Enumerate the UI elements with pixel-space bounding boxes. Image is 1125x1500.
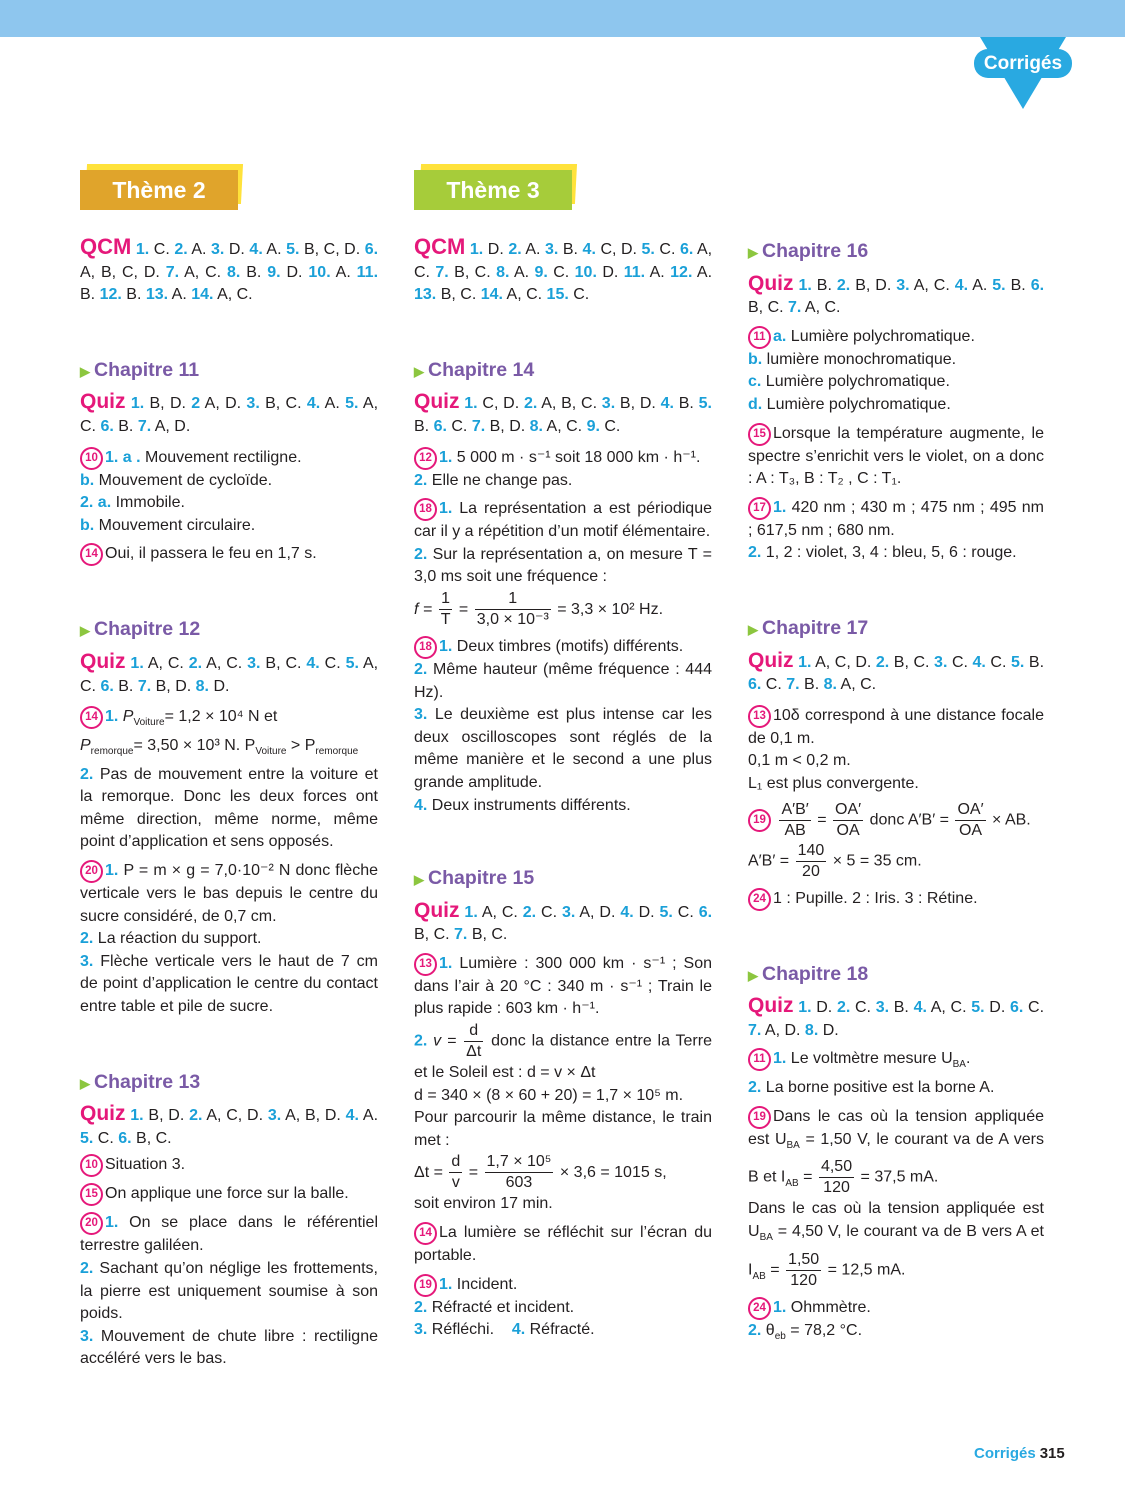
qcm-theme-3: QCM 1. D. 2. A. 3. B. 4. C, D. 5. C. 6. A, C. 7. B, C. 8. A. 9. C. 10. D. 11. A. 12. A. 13. B, C. 14. A, C. 15. C. — [414, 234, 713, 304]
page-number: 315 — [1039, 1445, 1065, 1462]
quiz-chapter-16: Quiz 1. B. 2. B, D. 3. A, C. 4. A. 5. B. 6. B, C. 7. A, C. — [748, 271, 1045, 317]
exercise-24b: 24 1. Ohmmètre. 2. $\theta_{eb} = 78,2$ °C. — [748, 1298, 871, 1342]
travel-time-formula: Δt = $\frac{d}{v}$ = $\frac{\text{1,7 × 10⁵}}{603}$ × 3,6 = 1015 s, — [414, 1153, 667, 1192]
exercise-10: 10 1. a . Mouvement rectiligne. b. Mouvement de cycloïde. 2. a. Immobile. b. Mouvement circulaire. — [80, 448, 302, 534]
exercise-10b: 10 Situation 3. — [80, 1154, 378, 1177]
exercise-15: 15 On applique une force sur la balle. — [80, 1183, 378, 1206]
chapter-11-heading: ▶ Chapitre 11 — [80, 358, 200, 381]
chapter-13-heading: ▶ Chapitre 13 — [80, 1070, 201, 1093]
exercise-14b: 14 1. $P_{Voiture}= 1,2 \times 10^4$ N et $P_{remorque}= 3,50 \times 10^3$ N. $P_{Voiture} > P_{remorque}$ 2. Pas de mouvement entre la voiture et la remorque. Donc les deux forces ont même direction, même norme, même point d’application et sens opposés. — [80, 708, 379, 851]
theme-2-label: Thème 2 — [112, 177, 206, 203]
exercise-14c: 14 La lumière se réfléchit sur l’écran du portable. — [414, 1224, 712, 1265]
page-footer — [974, 1445, 1065, 1462]
quiz-chapter-13: Quiz 1. B, D. 2. A, C, D. 3. A, B, D. 4. A. 5. C. 6. B, C. — [80, 1102, 379, 1147]
quiz-chapter-14: Quiz 1. C, D. 2. A, B, C. 3. B, D. 4. B. 5. B. 6. C. 7. B, D. 8. A, C. 9. C. — [414, 390, 712, 435]
chapter-17-heading: ▶ Chapitre 17 — [748, 616, 869, 639]
quiz-chapter-15: Quiz 1. A, C. 2. C. 3. A, D. 4. D. 5. C. 6. B, C. 7. B, C. — [414, 898, 713, 944]
quiz-chapter-11: Quiz 1. B, D. 2 A, D. 3. B, C. 4. A. 5. A, C. 6. B. 7. A, D. — [80, 390, 379, 435]
exercise-19c: 19 Dans le cas où la tension appliquée est $U_{BA} = 1,50$ V, le courant va de A vers B et $I_{AB}$ = $\frac{4,50}{120}$ = 37,5 mA. Dans le cas où la tension appliquée est $U_{BA} = 4,50$ V, le courant va de B vers A et $I_{AB}$ = $\frac{1,50}{120}$ = 12,5 mA. — [748, 1107, 1044, 1289]
chapter-14-heading: ▶ Chapitre 14 — [414, 358, 535, 381]
exercise-11: 11 a. Lumière polychromatique. b. lumière monochromatique. c. Lumière polychromatique. d. Lumière polychromatique. — [748, 327, 975, 413]
column-1 — [80, 236, 378, 1371]
chapter-15-heading: ▶ Chapitre 15 — [414, 867, 535, 890]
exercise-number-badge: 10 — [80, 447, 103, 470]
top-band — [0, 0, 1125, 37]
exercise-18b: 18 1. Deux timbres (motifs) différents. 2. Même hauteur (même fréquence : 444 Hz). 3. Le deuxième est plus intense car les deux oscilloscopes sont réglés de la même manière et le second a une plus grande amplitude. 4. Deux instruments différents. — [414, 637, 713, 814]
exercise-14: 14 Oui, il passera le feu en 1,7 s. — [80, 543, 378, 566]
exercise-19b: 19 $\frac{A'B'}{AB}$ = $\frac{OA'}{OA}$ donc A′B′ = $\frac{OA'}{OA}$ × AB. A′B′ = $\frac{140}{20}$ × 5 = 35 cm. — [748, 800, 1031, 880]
exercise-13: 13 1. Lumière : 300 000 km · s⁻¹ ; Son dans l’air à 20 °C : 340 m · s⁻¹ ; Train le plus rapide : 603 km · h⁻¹. 2. v = $\frac{d}{\Delta t}$ donc la distance entre la Terre et le Soleil est : d = v × Δt d = 340 × (8 × 60 + 20) = 1,7 × 10⁵ m. Pour parcourir la même distance, le train met : Δt = $\frac{d}{v}$ = $\frac{\text{1,7 × 10⁵}}{603}$ × 3,6 = 1015 s, soit environ 17 min. — [414, 954, 712, 1213]
exercise-17: 17 1. 420 nm ; 430 m ; 475 nm ; 495 nm ; 617,5 nm ; 680 nm. 2. 1, 2 : violet, 3, 4 : bleu, 5, 6 : rouge. — [748, 498, 1044, 562]
frequency-formula: f = $\frac{1}{T}$ = $\frac{1}{\text{3,0 × 10⁻³}}$ = 3,3 × 10² Hz. — [414, 589, 664, 628]
theme-3-label: Thème 3 — [446, 177, 540, 203]
quiz-chapter-12: Quiz 1. A, C. 2. A, C. 3. B, C. 4. C. 5. A, C. 6. B. 7. B, D. 8. D. — [80, 649, 379, 695]
exercise-19: 19 1. Incident. 2. Réfracté et incident. 3. Réfléchi. 4. Réfracté. — [414, 1275, 595, 1339]
exercise-12: 12 1. 5 000 m · s⁻¹ soit 18 000 km · h⁻¹. 2. Elle ne change pas. — [414, 448, 701, 489]
chapter-16-heading: ▶ Chapitre 16 — [748, 240, 869, 262]
quiz-chapter-18: Quiz 1. D. 2. C. 3. B. 4. A, C. 5. D. 6. C. 7. A, D. 8. D. — [748, 994, 1045, 1039]
theme-3-banner — [414, 170, 572, 210]
quiz-chapter-17: Quiz 1. A, C, D. 2. B, C. 3. C. 4. C. 5. B. 6. C. 7. B. 8. A, C. — [748, 648, 1045, 694]
theme-2-banner — [80, 170, 238, 210]
exercise-24: 24 1 : Pupille. 2 : Iris. 3 : Rétine. — [748, 888, 1044, 911]
exercise-20: 20 1. P = m × g = 7,0·10⁻² N donc flèche verticale vers le bas depuis le centre du sucre considéré, de 0,7 cm. 2. La réaction du support. 3. Flèche verticale vers le haut de 7 cm de point d’application le centre du contact entre table et pile de sucre. — [80, 862, 378, 1016]
column-2 — [414, 236, 712, 1342]
chapter-18-heading: ▶ Chapitre 18 — [748, 962, 869, 985]
corriges-tab: Corrigés — [974, 49, 1072, 78]
exercise-20b: 20 1. On se place dans le référentiel terrestre galiléen. 2. Sachant qu’on néglige les frottements, la pierre est uniquement soumise à son poids. 3. Mouvement de chute libre : rectiligne accéléré vers le bas. — [80, 1214, 379, 1368]
exercise-11b: 11 1. Le voltmètre mesure $U_{BA}$. 2. La borne positive est la borne A. — [748, 1050, 995, 1097]
exercise-13b: 13 10δ correspond à une distance focale de 0,1 m. 0,1 m < 0,2 m. L₁ est plus convergente. — [748, 706, 1044, 792]
column-3 — [748, 240, 1044, 1349]
footer-label: Corrigés — [974, 1445, 1036, 1462]
exercise-18: 18 1. La représentation a est périodique car il y a répétition d’un motif élémentaire. 2. Sur la représentation a, on mesure T = 3,0 ms soit une fréquence : f = $\frac{1}{T}$ = $\frac{1}{\text{3,0 × 10⁻³}}$ = 3,3 × 10² Hz. — [414, 500, 712, 628]
qcm-label: QCM — [80, 234, 132, 259]
qcm-theme-2: QCM 1. C. 2. A. 3. D. 4. A. 5. B, C, D. 6. A, B, C, D. 7. A, C. 8. B. 9. D. 10. A. 11. B. 12. B. 13. A. 14. A, C. — [80, 234, 379, 304]
chapter-12-heading: ▶ Chapitre 12 — [80, 618, 201, 641]
exercise-15b: 15 Lorsque la température augmente, le spectre s’enrichit vers le violet, on a donc : A : T₃, B : T₂ , C : T₁. — [748, 424, 1044, 488]
